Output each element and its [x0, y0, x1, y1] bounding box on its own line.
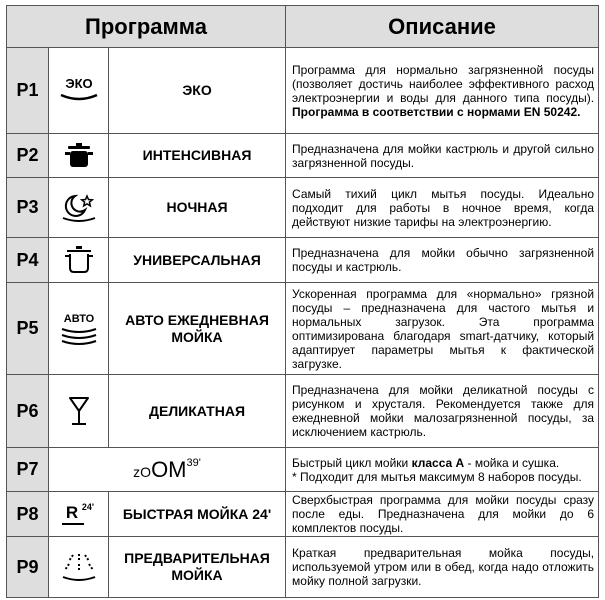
program-code: P3 [7, 178, 49, 238]
program-description: Предназначена для мойки кастрюль и другой сильно загрязненной посуды. [286, 134, 599, 178]
program-description: Краткая предварительная мойка посуды, используемой утром или в обед, когда надо отложить мойку полной загрузки. [286, 537, 599, 598]
program-name: НОЧНАЯ [109, 178, 286, 238]
program-description: Программа для нормально загрязненной посуды (позволяет достичь наиболее эффективного расход электроэнергии и воды для данного типа посуды). Программа в соответствии с нормами EN 50242. [286, 48, 599, 134]
table-row [7, 178, 599, 238]
svg-text:24': 24' [81, 502, 94, 512]
rapid-icon [49, 492, 109, 537]
glass-icon [49, 375, 109, 448]
program-code: P4 [7, 238, 49, 283]
program-name: ДЕЛИКАТНАЯ [109, 375, 286, 448]
program-name: УНИВЕРСАЛЬНАЯ [109, 238, 286, 283]
table-row [7, 492, 599, 537]
program-table [6, 5, 599, 598]
program-description: Сверхбыстрая программа для мойки посуды сразу после еды. Предназначена для мойки до 6 комплектов посуды. [286, 492, 599, 537]
table-row [7, 375, 599, 448]
pot-outline-icon [49, 238, 109, 283]
program-code: P1 [7, 48, 49, 134]
eco-icon [49, 48, 109, 134]
program-code: P8 [7, 492, 49, 537]
table-row [7, 283, 599, 375]
svg-text:АВТО: АВТО [63, 312, 94, 325]
program-code: P9 [7, 537, 49, 598]
program-name: ЭКО [109, 48, 286, 134]
table-row [7, 134, 599, 178]
header-program: Программа [7, 6, 286, 48]
prewash-icon [49, 537, 109, 598]
auto-icon [49, 283, 109, 375]
table-header-row [7, 6, 599, 48]
program-name: АВТО ЕЖЕДНЕВНАЯ МОЙКА [109, 283, 286, 375]
table-row [7, 448, 599, 492]
program-name: ПРЕДВАРИТЕЛЬНАЯ МОЙКА [109, 537, 286, 598]
program-name: ИНТЕНСИВНАЯ [109, 134, 286, 178]
moon-star-icon [49, 178, 109, 238]
program-description: Быстрый цикл мойки класса A - мойка и сушка. * Подходит для мытья максимум 8 наборов посуды. [286, 448, 599, 492]
zoom-icon: zOOM$^{39'}$ [49, 448, 286, 492]
table-row [7, 537, 599, 598]
program-description: Самый тихий цикл мытья посуды. Идеально подходит для работы в ночное время, когда действуют низкие тарифы на электроэнергию. [286, 178, 599, 238]
svg-text:R: R [65, 503, 78, 522]
table-row [7, 238, 599, 283]
program-description: Предназначена для мойки обычно загрязненной посуды и кастрюль. [286, 238, 599, 283]
program-code: P6 [7, 375, 49, 448]
svg-text:ЭКО: ЭКО [64, 75, 93, 91]
program-code: P5 [7, 283, 49, 375]
table-row [7, 48, 599, 134]
program-name: БЫСТРАЯ МОЙКА 24' [109, 492, 286, 537]
header-description: Описание [286, 6, 599, 48]
program-description: Ускоренная программа для «нормально» грязной посуды – предназначена для частого мытья и нормальных загрузок. Эта программа оптимизирована благодаря smart-датчику, который адаптирует параметры мытья к фактической загрузке. [286, 283, 599, 375]
program-description: Предназначена для мойки деликатной посуды с рисунком и хрусталя. Рекомендуется также для ежедневной мойки малозагрязненной посуды, за исключением кастрюль. [286, 375, 599, 448]
pot-filled-icon [49, 134, 109, 178]
program-code: P7 [7, 448, 49, 492]
program-code: P2 [7, 134, 49, 178]
